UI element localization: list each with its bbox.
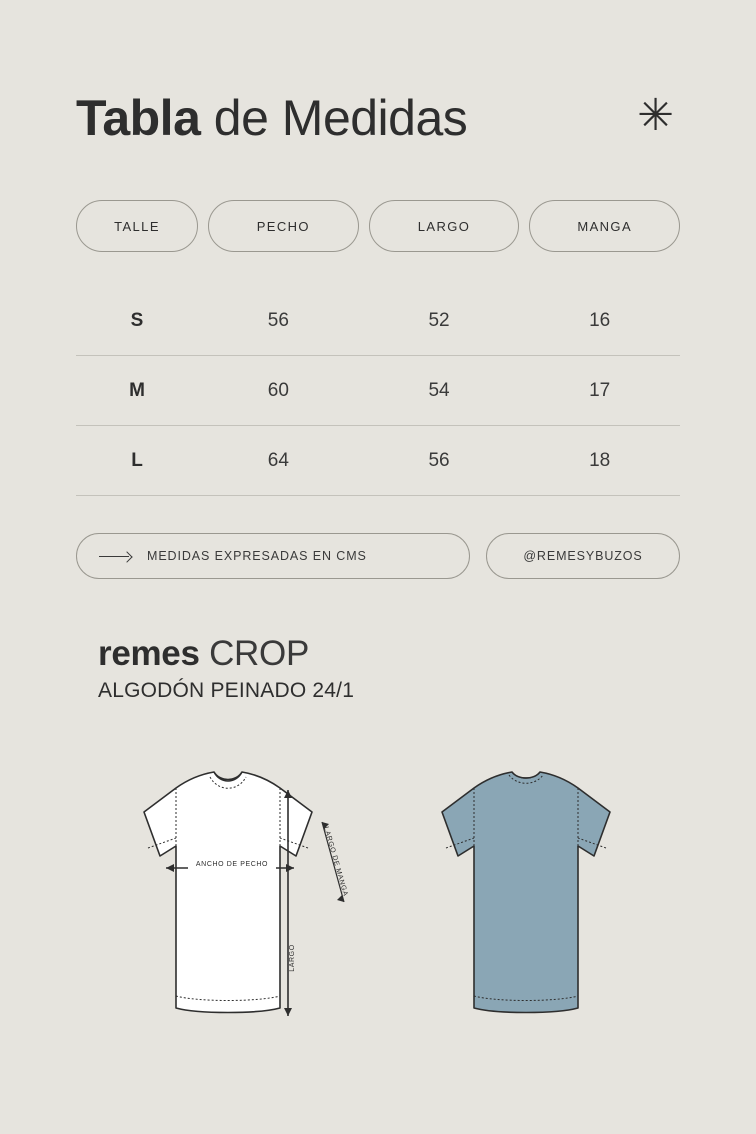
sleeve-measure-label: LARGO DE MANGA	[322, 825, 349, 898]
length-measure-label: LARGO	[289, 944, 296, 972]
table-row	[76, 356, 680, 426]
table-row	[76, 286, 680, 356]
cell-pecho: 64	[267, 449, 289, 471]
units-note-label: MEDIDAS EXPRESADAS EN CMS	[147, 549, 367, 563]
cell-talle: S	[130, 309, 144, 331]
page-title-light: de Medidas	[200, 90, 468, 146]
header	[76, 78, 680, 158]
product-subtitle: ALGODÓN PEINADO 24/1	[98, 678, 355, 702]
length-arrow-bottom	[284, 1008, 292, 1016]
cell-manga: 17	[589, 379, 611, 401]
product-name-light: CROP	[199, 634, 309, 673]
illustrations	[76, 760, 680, 1050]
asterisk-icon: ✳	[637, 91, 674, 140]
column-header-manga: MANGA	[529, 200, 680, 252]
cell-manga: 18	[589, 449, 611, 471]
cell-pecho: 56	[267, 309, 289, 331]
notes-row	[76, 533, 680, 579]
cell-largo: 54	[428, 379, 450, 401]
product-name	[98, 636, 658, 673]
cell-largo: 52	[428, 309, 450, 331]
cell-largo: 56	[428, 449, 450, 471]
chest-measure-label: ANCHO DE PECHO	[195, 861, 269, 868]
social-handle-label: @REMESYBUZOS	[523, 549, 643, 563]
tshirt-front-body	[144, 772, 312, 1013]
arrow-right-icon	[99, 550, 133, 562]
tshirt-back-illustration	[396, 760, 656, 1030]
column-header-largo: LARGO	[369, 200, 520, 252]
measurements-table	[76, 286, 680, 496]
cell-manga: 16	[589, 309, 611, 331]
tshirt-back-body	[442, 772, 610, 1013]
social-handle[interactable]	[486, 533, 680, 579]
cell-talle: M	[129, 379, 145, 401]
product-block	[98, 636, 658, 703]
product-name-strong: remes	[98, 634, 200, 673]
table-row	[76, 426, 680, 496]
column-header-talle: TALLE	[76, 200, 198, 252]
column-header-pecho: PECHO	[208, 200, 359, 252]
tshirt-front-illustration	[98, 760, 358, 1030]
cell-talle: L	[131, 449, 143, 471]
page-title	[76, 90, 468, 146]
cell-pecho: 60	[267, 379, 289, 401]
column-header-pills	[76, 200, 680, 252]
page-title-strong: Tabla	[76, 90, 201, 146]
chest-arrow-left	[166, 864, 174, 872]
units-note	[76, 533, 470, 579]
